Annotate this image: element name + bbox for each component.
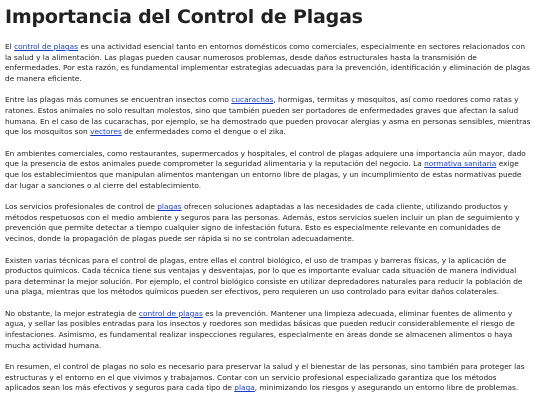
paragraph-7 xyxy=(5,362,532,394)
paragraph-5 xyxy=(5,256,532,298)
paragraph-text: Entre las plagas más comunes se encuentran insectos como xyxy=(5,95,232,105)
paragraph-text: , minimizando los riesgos y asegurando un entorno libre de problemas. xyxy=(254,383,519,393)
paragraph-4 xyxy=(5,202,532,244)
paragraph-1 xyxy=(5,42,532,84)
paragraph-text: Los servicios profesionales de control de xyxy=(5,202,158,212)
paragraph-text: es una actividad esencial tanto en entornos domésticos como comerciales, especialmente en sectores relacionados con la salud y la alimentación. Las plagas pueden causar numerosos problemas, desde daños estructurales hasta la transmisión de enfermedades. Por esta razón, es fundamental implementar estrategias adecuadas para la prevención, identificación y eliminación de plagas de manera eficiente. xyxy=(5,42,531,83)
paragraph-text: exige que los establecimientos que manipulan alimentos mantengan un entorno libre de plagas, y un incumplimiento de estas normativas puede dar lugar a sanciones o al cierre del establecimiento. xyxy=(5,159,522,190)
paragraph-3 xyxy=(5,149,532,191)
paragraph-text: de enfermedades como el dengue o el zika. xyxy=(121,127,286,137)
link-normativa-sanitaria[interactable]: normativa sanitaria xyxy=(424,159,497,169)
page-title: Importancia del Control de Plagas xyxy=(5,6,363,28)
link-plagas[interactable]: plagas xyxy=(157,202,182,212)
paragraph-2 xyxy=(5,95,532,137)
link-control-de-plagas[interactable]: control de plagas xyxy=(14,42,78,51)
paragraph-text: ofrecen soluciones adaptadas a las necesidades de cada cliente, utilizando productos y métodos respetuosos con el medio ambiente y seguros para las personas. Además, estos servicios suelen incluir un plan de seguimiento y prevención que permite detectar a tiempo cualquier signo de infestación futura. Esto es especialmente relevante en comunidades de vecinos, donde la propagación de plagas puede ser rápida si no se controlan adecuadamente. xyxy=(5,202,520,243)
paragraph-text: En resumen, el control de plagas no solo es necesario para preservar la salud y el bienestar de las personas, sino también para proteger las estructuras y el entorno en el que vivimos y trabajamos. Contar con un servicio profesional especializado garantiza que los métodos aplicados sean los más efectivos y seguros para cada tipo de xyxy=(5,362,525,393)
link-vectores[interactable]: vectores xyxy=(90,127,122,137)
link-cucarachas[interactable]: cucarachas xyxy=(231,95,274,105)
paragraph-text: es la prevención. Mantener una limpieza adecuada, eliminar fuentes de alimento y agua, y sellar las posibles entradas para los insectos y roedores son medidas básicas que pueden reducir considerablemente el riesgo de infestaciones. Asimismo, es fundamental realizar inspecciones regulares, especialmente en áreas donde se almacenen alimentos o haya mucha actividad humana. xyxy=(5,308,515,350)
link-control-de-plagas-2[interactable]: control de plagas xyxy=(138,308,203,318)
paragraph-6 xyxy=(5,309,532,351)
paragraph-text: Existen varias técnicas para el control de plagas, entre ellas el control biológico, el uso de trampas y barreras físicas, y la aplicación de productos químicos. Cada técnica tiene sus ventajas y desventajas, por lo que es importante evaluar cada situación de manera individual para determinar la mejor solución. Por ejemplo, el control biológico consiste en utilizar depredadores naturales para reducir la población de una plaga, mientras que los métodos químicos pueden ser efectivos, pero requieren un uso controlado para evitar daños colaterales. xyxy=(5,255,523,297)
paragraph-text: No obstante, la mejor estrategia de xyxy=(5,308,139,318)
paragraph-text: El xyxy=(5,42,15,51)
paragraph-text: , hormigas, termitas y mosquitos, así como roedores como ratas y ratones. Estos animales no solo resultan molestos, sino que también pueden ser portadores de enfermedades graves que afectan la salud humana. En el caso de las cucarachas, por ejemplo, se ha demostrado que pueden provocar alergias y asma en personas sensibles, mientras que los mosquitos son xyxy=(5,95,531,137)
link-plaga[interactable]: plaga xyxy=(234,383,255,393)
paragraph-text: En ambientes comerciales, como restaurantes, supermercados y hospitales, el control de plagas adquiere una importancia aún mayor, dado que la presencia de estos animales puede comprometer la seguridad alimentaria y la reputación del negocio. La xyxy=(5,148,526,169)
